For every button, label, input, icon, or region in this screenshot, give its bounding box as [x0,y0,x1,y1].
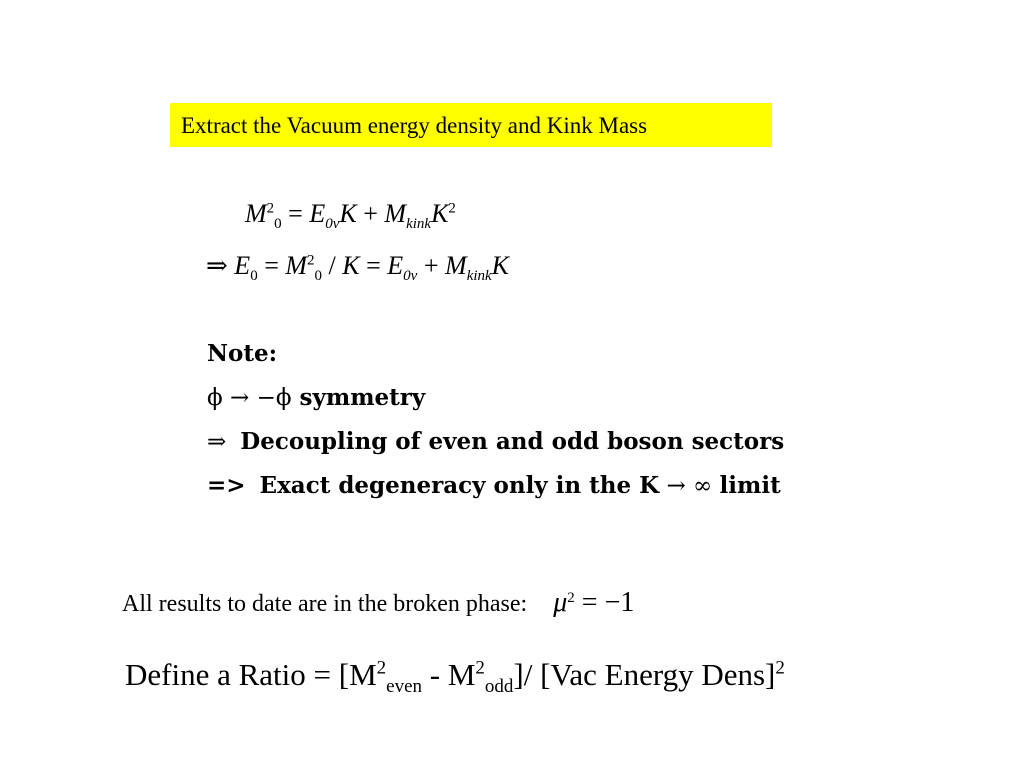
note-degeneracy-line: => Exact degeneracy only in the K → ∞ limit [207,472,781,499]
note-title: Note: [207,340,278,367]
equation-energy: ⇒ $E_0 = M^2_0 / K = E_{0v} + M_{kink}K$ [206,251,510,285]
slide-heading: Extract the Vacuum energy density and Kink Mass [181,113,648,138]
broken-phase-statement: All results to date are in the broken phase: $\mu^2 = -1$ [122,587,635,618]
equation-mass-squared: $M^2_0 = E_{0v}K + M_{kink}K^2$ [245,199,456,233]
note-decoupling-line: ⇒ Decoupling of even and odd boson sectors [207,428,785,455]
note-symmetry-line: ϕ → −ϕ symmetry [207,384,426,411]
ratio-definition: Define a Ratio = $[M^2_{even} - M^2_{odd}]/$ [Vac Energy Dens]$^2$ [125,657,785,698]
